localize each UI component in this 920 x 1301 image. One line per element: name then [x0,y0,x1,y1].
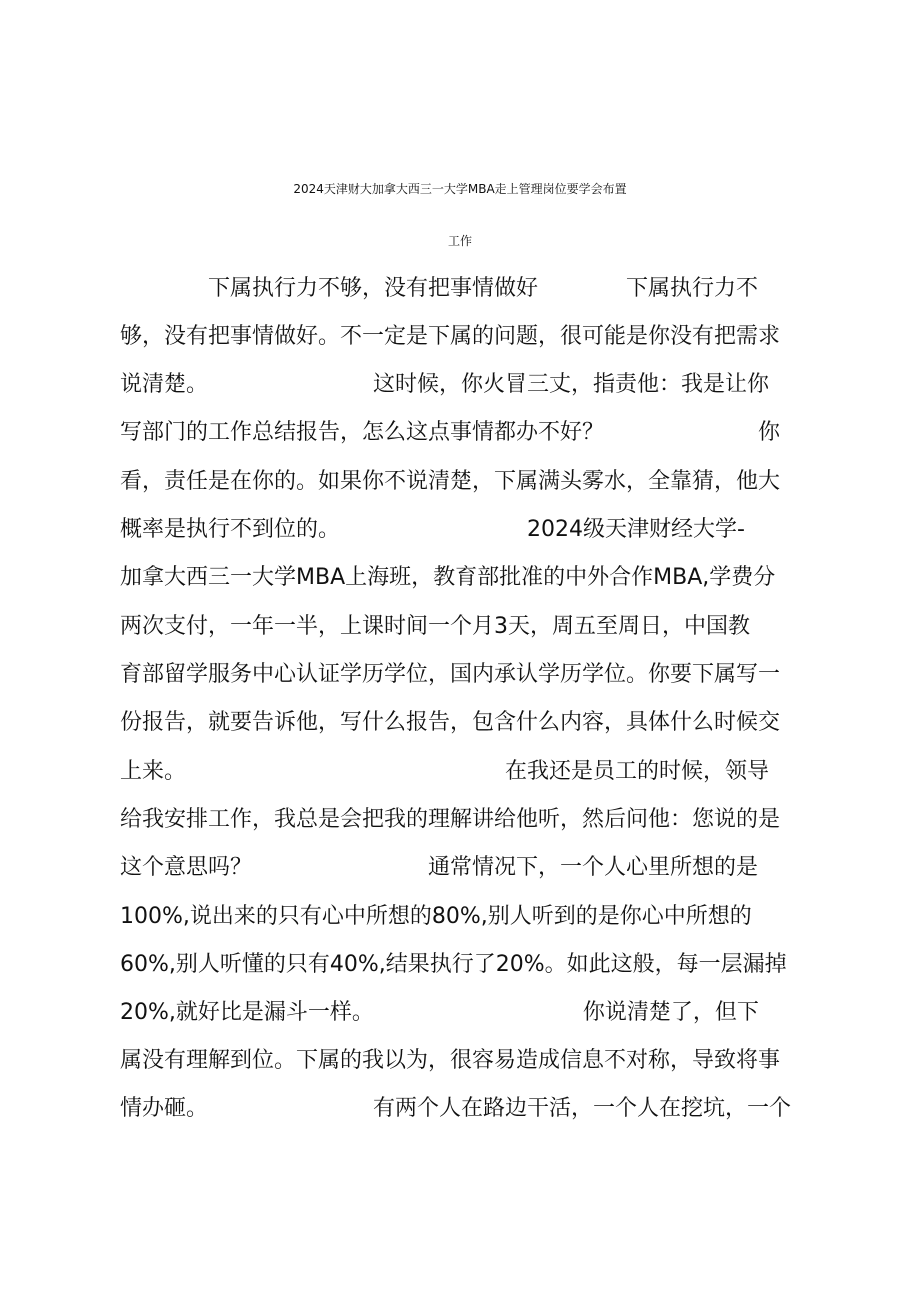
body-line: 给我安排工作，我总是会把我的理解讲给他听，然后问他：您说的是 [120,807,781,832]
body-line: 看，责任是在你的。如果你不说清楚，下属满头雾水，全靠猜，他大 [120,469,781,494]
body-line: 说清楚。 这时候，你火冒三丈，指责他：我是让你 [120,372,770,397]
body-line: 两次支付，一年一半，上课时间一个月3天，周五至周日，中国教 [120,614,750,639]
body-line: 份报告，就要告诉他，写什么报告，包含什么内容，具体什么时候交 [120,710,781,735]
body-line: 加拿大西三一大学MBA上海班，教育部批准的中外合作MBA,学费分 [120,565,776,590]
body-line: 100%,说出来的只有心中所想的80%,别人听到的是你心中所想的 [120,904,752,929]
body-line: 属没有理解到位。下属的我以为，很容易造成信息不对称，导致将事 [120,1048,781,1073]
body-line: 60%,别人听懂的只有40%,结果执行了20%。如此这般，每一层漏掉 [120,952,787,977]
body-line: 上来。 在我还是员工的时候，领导 [120,759,770,784]
body-line: 够，没有把事情做好。不一定是下属的问题，很可能是你没有把需求 [120,324,781,349]
document-title-line-2: 工作 [447,234,472,248]
body-line: 概率是执行不到位的。 2024级天津财经大学- [120,517,745,542]
body-line: 写部门的工作总结报告，怎么这点事情都办不好？ 你 [120,420,781,445]
document-title-line-1: 2024天津财大加拿大西三一大学MBA走上管理岗位要学会布置 [293,182,627,196]
body-line: 这个意思吗？ 通常情况下，一个人心里所想的是 [120,855,759,880]
body-line: 情办砸。 有两个人在路边干活，一个人在挖坑，一个 [120,1096,792,1121]
body-line: 下属执行力不够，没有把事情做好 下属执行力不 [120,276,759,301]
body-line: 育部留学服务中心认证学历学位，国内承认学历学位。你要下属写一 [120,662,781,687]
body-line: 20%,就好比是漏斗一样。 你说清楚了，但下 [120,1000,759,1025]
